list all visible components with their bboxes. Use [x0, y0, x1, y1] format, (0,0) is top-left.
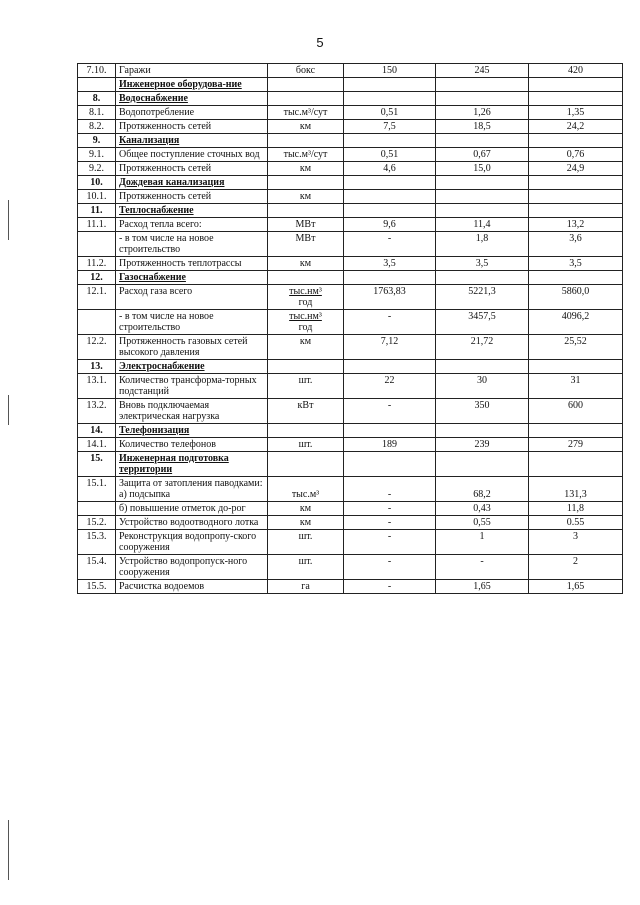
table-row: [78, 148, 623, 162]
row-code: 9.2.: [78, 162, 116, 176]
value-cell: 9,6: [344, 218, 436, 232]
row-unit: шт.: [268, 438, 344, 452]
row-unit: тыс.м³/сут: [268, 148, 344, 162]
row-name: Электроснабжение: [116, 360, 268, 374]
row-name: Устройство водопропуск-ного сооружения: [116, 555, 268, 580]
row-name: Протяженность сетей: [116, 162, 268, 176]
row-unit: [268, 360, 344, 374]
row-unit: МВт: [268, 232, 344, 257]
row-code: 8.1.: [78, 106, 116, 120]
row-code: 8.: [78, 92, 116, 106]
row-unit: МВт: [268, 218, 344, 232]
row-code: 13.2.: [78, 399, 116, 424]
value-cell: 68,2: [436, 477, 529, 502]
row-name: Протяженность теплотрассы: [116, 257, 268, 271]
value-cell: [344, 78, 436, 92]
value-cell: 3,5: [344, 257, 436, 271]
table-row: [78, 232, 623, 257]
value-cell: 0,43: [436, 502, 529, 516]
row-unit: [268, 271, 344, 285]
table-row: [78, 555, 623, 580]
value-cell: [529, 176, 623, 190]
row-unit: [268, 92, 344, 106]
row-unit: [268, 134, 344, 148]
value-cell: -: [344, 477, 436, 502]
row-unit: кВт: [268, 399, 344, 424]
row-name: Реконструкция водопропу-ского сооружения: [116, 530, 268, 555]
value-cell: 0,67: [436, 148, 529, 162]
row-code: 11.2.: [78, 257, 116, 271]
value-cell: [529, 360, 623, 374]
value-cell: 11,4: [436, 218, 529, 232]
value-cell: 150: [344, 64, 436, 78]
table-row: [78, 502, 623, 516]
row-name: Водопотребление: [116, 106, 268, 120]
section-row: [78, 176, 623, 190]
section-row: [78, 452, 623, 477]
value-cell: [529, 190, 623, 204]
value-cell: [344, 190, 436, 204]
row-code: [78, 502, 116, 516]
table-row: [78, 120, 623, 134]
value-cell: 0,76: [529, 148, 623, 162]
value-cell: 279: [529, 438, 623, 452]
table-row: [78, 310, 623, 335]
value-cell: [436, 78, 529, 92]
section-row: [78, 134, 623, 148]
row-name: б) повышение отметок до-рог: [116, 502, 268, 516]
value-cell: 1,35: [529, 106, 623, 120]
value-cell: 1,65: [436, 580, 529, 594]
value-cell: 0,51: [344, 106, 436, 120]
section-row: [78, 271, 623, 285]
value-cell: [529, 134, 623, 148]
value-cell: 1,8: [436, 232, 529, 257]
value-cell: [344, 424, 436, 438]
value-cell: 3457,5: [436, 310, 529, 335]
value-cell: 3: [529, 530, 623, 555]
value-cell: 30: [436, 374, 529, 399]
row-unit: [268, 310, 344, 335]
row-name: Устройство водоотводного лотка: [116, 516, 268, 530]
row-code: 12.: [78, 271, 116, 285]
row-unit: тыс.м³: [268, 477, 344, 502]
row-name: Протяженность сетей: [116, 190, 268, 204]
value-cell: -: [344, 502, 436, 516]
value-cell: 0,55: [436, 516, 529, 530]
value-cell: [529, 452, 623, 477]
value-cell: 11,8: [529, 502, 623, 516]
row-unit: шт.: [268, 555, 344, 580]
unit-numerator: тыс.нм³: [289, 311, 322, 322]
value-cell: [344, 92, 436, 106]
row-code: 11.: [78, 204, 116, 218]
row-name: Расчистка водоемов: [116, 580, 268, 594]
value-cell: [436, 360, 529, 374]
row-code: 13.1.: [78, 374, 116, 399]
row-code: [78, 310, 116, 335]
value-cell: 350: [436, 399, 529, 424]
value-cell: 1,26: [436, 106, 529, 120]
value-cell: 3,5: [436, 257, 529, 271]
row-name: - в том числе на новое строительство: [116, 232, 268, 257]
row-name: Количество трансформа-торных подстанций: [116, 374, 268, 399]
margin-mark: [8, 820, 9, 880]
row-unit: [268, 452, 344, 477]
section-row: [78, 360, 623, 374]
row-unit: [268, 204, 344, 218]
row-name: Вновь подключаемая электрическая нагрузка: [116, 399, 268, 424]
section-row: [78, 204, 623, 218]
value-cell: -: [344, 516, 436, 530]
section-row: [78, 92, 623, 106]
value-cell: -: [344, 555, 436, 580]
table-row: [78, 580, 623, 594]
table-row: [78, 374, 623, 399]
row-name: Канализация: [116, 134, 268, 148]
value-cell: [436, 190, 529, 204]
value-cell: 21,72: [436, 335, 529, 360]
value-cell: [436, 92, 529, 106]
value-cell: 3,6: [529, 232, 623, 257]
row-name: Инженерное оборудова-ние: [116, 78, 268, 92]
row-name: Телефонизация: [116, 424, 268, 438]
row-name: Инженерная подготовка территории: [116, 452, 268, 477]
row-name: Общее поступление сточных вод: [116, 148, 268, 162]
value-cell: 7,5: [344, 120, 436, 134]
row-unit: км: [268, 516, 344, 530]
value-cell: 5221,3: [436, 285, 529, 310]
value-cell: [529, 204, 623, 218]
row-code: 9.: [78, 134, 116, 148]
value-cell: -: [344, 399, 436, 424]
table-row: [78, 190, 623, 204]
value-cell: 2: [529, 555, 623, 580]
row-name: Количество телефонов: [116, 438, 268, 452]
value-cell: -: [344, 580, 436, 594]
table-row: [78, 64, 623, 78]
value-cell: 0.55: [529, 516, 623, 530]
value-cell: -: [344, 530, 436, 555]
row-code: 12.1.: [78, 285, 116, 310]
section-row: [78, 424, 623, 438]
value-cell: 1,65: [529, 580, 623, 594]
row-code: 10.: [78, 176, 116, 190]
row-unit: км: [268, 257, 344, 271]
value-cell: 25,52: [529, 335, 623, 360]
value-cell: -: [344, 310, 436, 335]
value-cell: [436, 452, 529, 477]
unit-denominator: год: [298, 322, 313, 333]
row-code: 10.1.: [78, 190, 116, 204]
row-name: Расход газа всего: [116, 285, 268, 310]
row-name-subline: а) подсыпка: [119, 489, 171, 500]
value-cell: 4,6: [344, 162, 436, 176]
row-name: Протяженность сетей: [116, 120, 268, 134]
row-code: 7.10.: [78, 64, 116, 78]
row-unit: км: [268, 162, 344, 176]
value-cell: -: [436, 555, 529, 580]
row-code: 12.2.: [78, 335, 116, 360]
value-cell: 15,0: [436, 162, 529, 176]
row-code: [78, 232, 116, 257]
unit-fraction: [289, 311, 322, 333]
value-cell: [529, 78, 623, 92]
value-cell: [344, 204, 436, 218]
table-row: [78, 516, 623, 530]
row-code: 14.: [78, 424, 116, 438]
row-code: 13.: [78, 360, 116, 374]
value-cell: 3,5: [529, 257, 623, 271]
value-cell: [529, 424, 623, 438]
unit-denominator: год: [298, 297, 313, 308]
value-cell: [436, 424, 529, 438]
row-code: 15.3.: [78, 530, 116, 555]
row-code: 15.5.: [78, 580, 116, 594]
row-unit: га: [268, 580, 344, 594]
row-unit: [268, 424, 344, 438]
value-cell: 1: [436, 530, 529, 555]
row-code: [78, 78, 116, 92]
value-cell: 24,2: [529, 120, 623, 134]
row-unit: км: [268, 190, 344, 204]
row-unit: [268, 78, 344, 92]
row-unit: км: [268, 120, 344, 134]
row-unit: км: [268, 335, 344, 360]
table-row: [78, 106, 623, 120]
value-cell: [529, 92, 623, 106]
row-name: Расход тепла всего:: [116, 218, 268, 232]
indicators-table: [77, 63, 623, 594]
row-name: Гаражи: [116, 64, 268, 78]
row-unit: тыс.м³/сут: [268, 106, 344, 120]
value-cell: [344, 176, 436, 190]
value-cell: -: [344, 232, 436, 257]
value-cell: 4096,2: [529, 310, 623, 335]
margin-mark: [8, 200, 9, 240]
value-cell: [344, 134, 436, 148]
row-name: Газоснабжение: [116, 271, 268, 285]
row-code: 15.: [78, 452, 116, 477]
row-name: Водоснабжение: [116, 92, 268, 106]
row-code: 8.2.: [78, 120, 116, 134]
page-number: 5: [316, 35, 324, 50]
value-cell: 189: [344, 438, 436, 452]
row-name: [116, 477, 268, 502]
value-cell: [436, 134, 529, 148]
row-unit: [268, 285, 344, 310]
value-cell: [344, 452, 436, 477]
row-code: 15.1.: [78, 477, 116, 502]
row-name: Протяженность газовых сетей высокого давления: [116, 335, 268, 360]
value-cell: 31: [529, 374, 623, 399]
row-code: 9.1.: [78, 148, 116, 162]
value-cell: 24,9: [529, 162, 623, 176]
table-row: [78, 477, 623, 502]
value-cell: [436, 176, 529, 190]
value-cell: 131,3: [529, 477, 623, 502]
row-code: 15.2.: [78, 516, 116, 530]
row-unit: бокс: [268, 64, 344, 78]
value-cell: 245: [436, 64, 529, 78]
value-cell: 239: [436, 438, 529, 452]
table-row: [78, 162, 623, 176]
value-cell: [436, 204, 529, 218]
value-cell: [529, 271, 623, 285]
row-name: - в том числе на новое строительство: [116, 310, 268, 335]
unit-numerator: тыс.нм³: [289, 286, 322, 297]
table-row: [78, 257, 623, 271]
unit-fraction: [289, 286, 322, 308]
value-cell: [344, 271, 436, 285]
value-cell: 7,12: [344, 335, 436, 360]
table-body: [78, 64, 623, 594]
table-row: [78, 335, 623, 360]
value-cell: 5860,0: [529, 285, 623, 310]
value-cell: 1763,83: [344, 285, 436, 310]
table-row: [78, 438, 623, 452]
row-name: Теплоснабжение: [116, 204, 268, 218]
row-code: 14.1.: [78, 438, 116, 452]
table-row: [78, 530, 623, 555]
value-cell: 0,51: [344, 148, 436, 162]
value-cell: 13,2: [529, 218, 623, 232]
value-cell: 18,5: [436, 120, 529, 134]
row-name-line: Защита от затопления паводками:: [119, 478, 263, 489]
row-name: Дождевая канализация: [116, 176, 268, 190]
value-cell: [436, 271, 529, 285]
row-unit: шт.: [268, 530, 344, 555]
row-code: 11.1.: [78, 218, 116, 232]
section-row: [78, 78, 623, 92]
row-unit: км: [268, 502, 344, 516]
row-unit: [268, 176, 344, 190]
value-cell: [344, 360, 436, 374]
row-code: 15.4.: [78, 555, 116, 580]
table-row: [78, 285, 623, 310]
value-cell: 22: [344, 374, 436, 399]
value-cell: 420: [529, 64, 623, 78]
value-cell: 600: [529, 399, 623, 424]
row-unit: шт.: [268, 374, 344, 399]
table-row: [78, 399, 623, 424]
table-row: [78, 218, 623, 232]
margin-mark: [8, 395, 9, 425]
